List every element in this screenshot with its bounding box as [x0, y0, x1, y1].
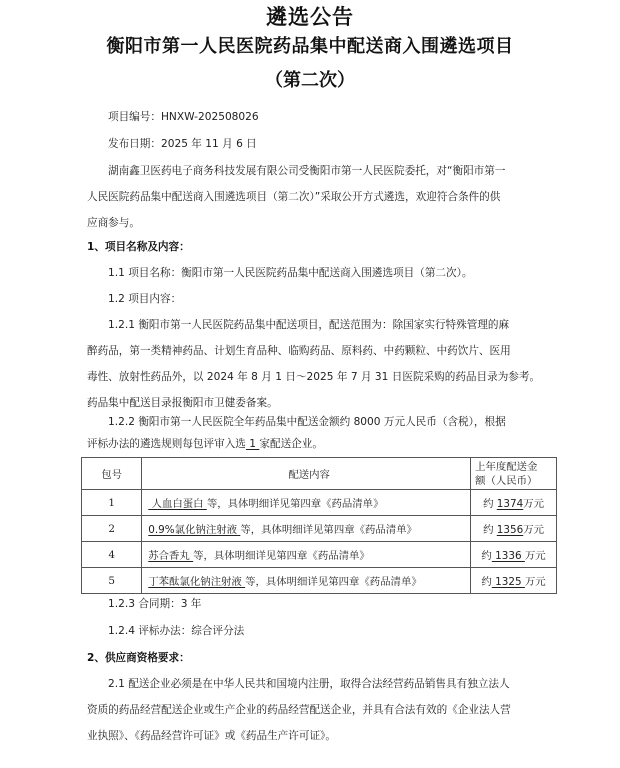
delivery-content — [142, 490, 471, 516]
project-title: 衡阳市第一人民医院药品集中配送商入围遴选项目 — [106, 36, 514, 57]
delivery-content — [142, 516, 471, 542]
table-row — [82, 490, 557, 516]
table-header-row — [82, 458, 557, 490]
intro-line: 应商参与。 — [87, 217, 140, 229]
amount-value: 1356 — [496, 524, 524, 536]
amount-value: 1325 — [491, 576, 525, 588]
last-year-amount — [471, 542, 557, 568]
package-no: 4 — [82, 542, 142, 568]
header-amount-line: 上年度配送金 — [475, 460, 538, 473]
table-row — [82, 516, 557, 542]
delivery-content — [142, 542, 471, 568]
amount-unit: 万元 — [523, 524, 544, 536]
item-1-2-2-line — [87, 437, 323, 451]
amount-prefix: 约 — [481, 550, 492, 562]
package-no: 5 — [82, 568, 142, 594]
package-no: 2 — [82, 516, 142, 542]
delivery-content — [142, 568, 471, 594]
amount-prefix: 约 — [483, 498, 497, 510]
last-year-amount — [471, 516, 557, 542]
selected-count: 1 — [245, 438, 260, 450]
amount-unit: 万元 — [524, 576, 546, 588]
section-2-heading: 2、供应商资格要求： — [87, 652, 190, 664]
header-package-no: 包号 — [82, 458, 142, 490]
item-2-1-line: 业执照》、《药品经营许可证》或《药品生产许可证》。 — [87, 730, 336, 742]
last-year-amount — [471, 568, 557, 594]
intro-line: 人民医院药品集中配送商入围遴选项目（第二次）”采取公开方式遴选，欢迎符合条件的供 — [87, 191, 501, 203]
amount-prefix: 约 — [481, 576, 492, 588]
amount-prefix: 约 — [483, 524, 497, 536]
intro-line: 湖南鑫卫医药电子商务科技发展有限公司受衡阳市第一人民医院委托，对“衡阳市第一 — [108, 165, 506, 177]
amount-value: 1374 — [496, 498, 524, 510]
table-row — [82, 542, 557, 568]
header-amount-line: 额（人民币） — [475, 474, 538, 487]
delivery-detail: 等，具体明细详见第四章《药品清单》 — [240, 524, 417, 536]
project-round: （第二次） — [265, 70, 355, 91]
package-table — [81, 457, 557, 594]
item-1-2-3: 1.2.3 合同期：3 年 — [108, 598, 202, 610]
item-1-1: 1.1 项目名称：衡阳市第一人民医院药品集中配送商入围遴选项目（第二次）。 — [108, 267, 473, 279]
last-year-amount — [471, 490, 557, 516]
delivery-detail: 等，具体明细详见第四章《药品清单》 — [206, 498, 384, 510]
item-2-1-line: 2.1 配送企业必须是在中华人民共和国境内注册，取得合法经营药品销售具有独立法人 — [108, 678, 510, 690]
item-1-2-1-line: 毒性、放射性药品外，以 2024 年 8 月 1 日～2025 年 7 月 31 日医院采购的药品目录为参考。 — [87, 371, 541, 383]
item-2-1-line: 资质的药品经营配送企业或生产企业的药品经营配送企业，并具有合法有效的《企业法人营 — [87, 704, 511, 716]
selection-rule-suffix: 家配送企业。 — [259, 438, 323, 450]
header-delivery-content: 配送内容 — [142, 458, 471, 490]
publish-date: 发布日期：2025 年 11 月 6 日 — [108, 138, 257, 150]
header-last-year-amount — [471, 458, 557, 490]
amount-value: 1336 — [491, 550, 525, 562]
table-row — [82, 568, 557, 594]
drug-name: 人血白蛋白 — [148, 498, 207, 510]
item-1-2-2-line: 1.2.2 衡阳市第一人民医院全年药品集中配送金额约 8000 万元人民币（含税），根据 — [108, 416, 506, 428]
package-no: 1 — [82, 490, 142, 516]
drug-name: 丁苯酞氯化钠注射液 — [148, 576, 246, 588]
announcement-title: 遴选公告 — [266, 5, 354, 29]
drug-name: 苏合香丸 — [148, 550, 194, 562]
item-1-2-1-line: 1.2.1 衡阳市第一人民医院药品集中配送项目，配送范围为：除国家实行特殊管理的麻 — [108, 319, 510, 331]
delivery-detail: 等，具体明细详见第四章《药品清单》 — [245, 576, 422, 588]
project-number: 项目编号：HNXW-202508026 — [108, 111, 259, 123]
item-1-2-4: 1.2.4 评标办法：综合评分法 — [108, 625, 245, 637]
delivery-detail: 等，具体明细详见第四章《药品清单》 — [193, 550, 370, 562]
item-1-2-1-line: 醉药品，第一类精神药品、计划生育品种、临购药品、原料药、中药颗粒、中药饮片、医用 — [87, 345, 511, 357]
selection-rule-text: 评标办法的遴选规则每包评审入选 — [87, 438, 246, 450]
amount-unit: 万元 — [523, 498, 544, 510]
item-1-2-1-line: 药品集中配送目录报衡阳市卫健委备案。 — [87, 397, 278, 409]
section-1-heading: 1、项目名称及内容： — [87, 241, 190, 253]
amount-unit: 万元 — [524, 550, 546, 562]
item-1-2: 1.2 项目内容： — [108, 293, 182, 305]
drug-name: 0.9%氯化钠注射液 — [148, 524, 241, 536]
